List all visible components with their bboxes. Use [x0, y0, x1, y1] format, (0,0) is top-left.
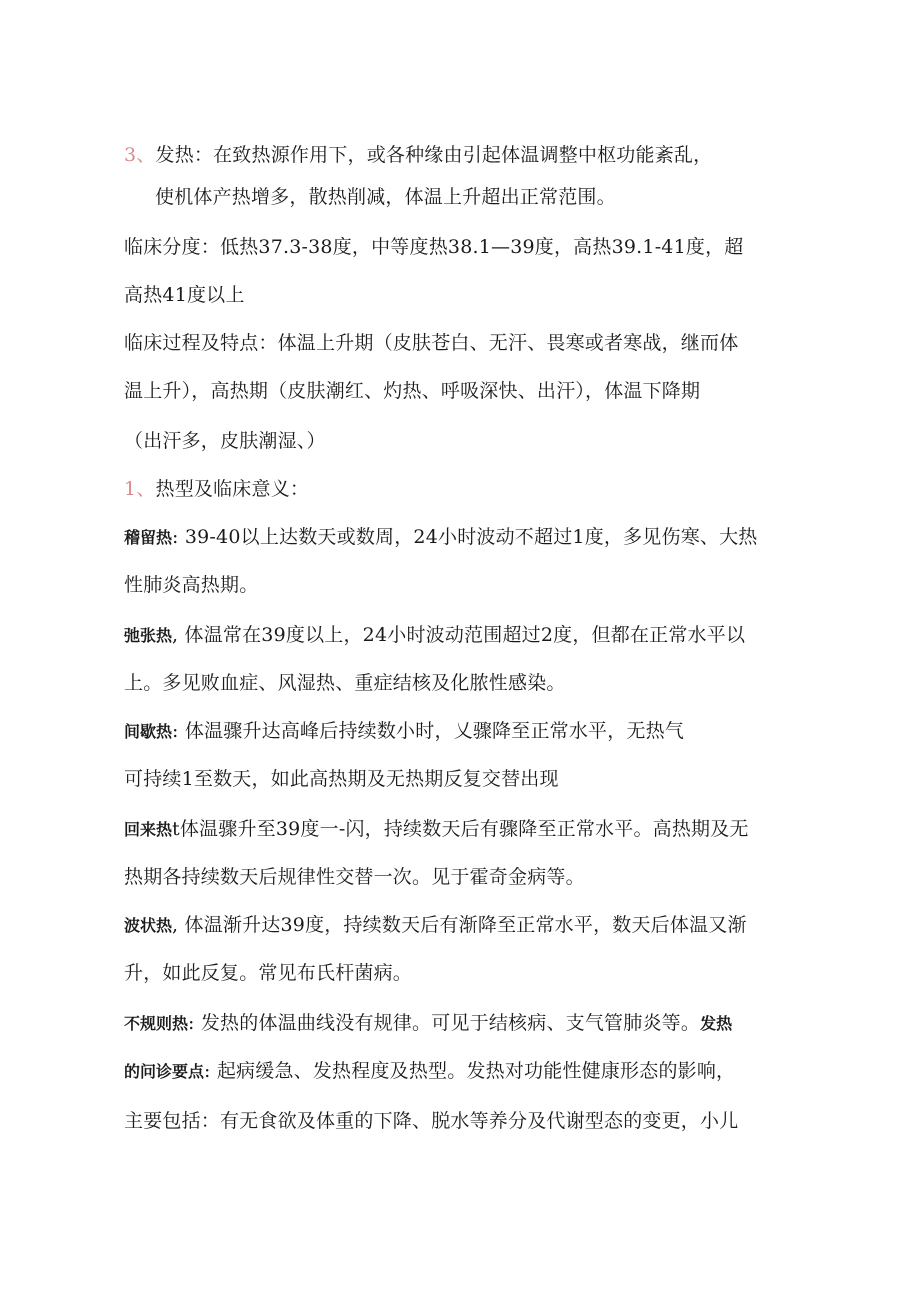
fever-type-remittent [124, 623, 804, 648]
line-text: 热期各持续数天后规律性交替一次。见于霍奇金病等。 [124, 866, 585, 888]
line-text: 热型及临床意义： [155, 478, 310, 500]
fever-type-relapsing [124, 817, 804, 842]
line-text: 温上升），高热期（皮肤潮红、灼热、呼吸深快、出汗），体温下降期 [124, 380, 701, 402]
line-text: : 发热的体温曲线没有规律。可见于结核病、支气管肺炎等。 [188, 1012, 701, 1034]
line-text: : 起病缓急、发热程度及热型。发热对功能性健康形态的影响， [204, 1060, 736, 1082]
line-text: 可持续1至数天，如此高热期及无热期反复交替出现 [124, 768, 559, 790]
paragraph-line [124, 767, 804, 791]
line-text: 临床过程及特点：体温上升期（皮肤苍白、无汗、畏寒或者寒战，继而体 [124, 332, 739, 354]
line-text: , 体温常在39度以上，24小时波动范围超过2度，但都在正常水平以 [172, 624, 746, 646]
section-number: 3、 [124, 144, 156, 166]
line-text: 性肺炎高热期。 [124, 574, 259, 596]
paragraph-line [124, 865, 804, 889]
fever-type-intermittent [124, 719, 804, 744]
line-text: 上。多见败血症、风湿热、重症结核及化脓性感染。 [124, 672, 566, 694]
paragraph-line [124, 573, 804, 597]
line-text: , 体温渐升达39度，持续数天后有渐降至正常水平，数天后体温又渐 [172, 914, 747, 936]
section-number: 1、 [124, 478, 156, 500]
term-label: 间歇热 [124, 722, 173, 741]
term-label: 发热 [700, 1014, 733, 1033]
paragraph-line [124, 671, 804, 695]
paragraph-line [124, 1109, 804, 1133]
term-label: 波状热 [124, 916, 173, 935]
line-text: （出汗多，皮肤潮湿、） [124, 430, 326, 452]
paragraph-line [124, 379, 804, 403]
section-1-heading [124, 477, 804, 501]
paragraph-line [124, 429, 804, 453]
term-label: 回来热 [124, 820, 173, 839]
line-text: 发热：在致热源作用下，或各种缘由引起体温调整中枢功能紊乱， [155, 144, 713, 166]
line-text: 使机体产热增多，散热削减，体温上升超出正常范围。 [155, 186, 616, 208]
paragraph-line [155, 185, 835, 209]
term-label: 弛张热 [124, 626, 173, 645]
line-text: 临床分度：低热37.3-38度，中等度热38.1—39度，高热39.1-41度，超 [124, 236, 744, 258]
term-label: 不规则热 [124, 1014, 189, 1033]
line-text: : 39-40以上达数天或数周，24小时波动不超过1度，多见伤寒、大热 [172, 526, 758, 548]
line-text: t体温骤升至39度一-闪，持续数天后有骤降至正常水平。高热期及无 [172, 818, 749, 840]
term-label: 稽留热 [124, 528, 173, 547]
paragraph-line [124, 961, 804, 985]
fever-type-undulant [124, 913, 804, 938]
fever-type-sustained [124, 525, 804, 550]
fever-type-irregular [124, 1011, 804, 1036]
term-label: 的问诊要点 [124, 1062, 205, 1081]
line-text: 主要包括：有无食欲及体重的下降、脱水等养分及代谢型态的变更，小儿 [124, 1110, 739, 1132]
line-text: 高热41度以上 [124, 284, 245, 306]
line-text: 升，如此反复。常见布氏杆菌病。 [124, 962, 413, 984]
section-3-heading [124, 143, 804, 167]
inquiry-points-line [124, 1059, 804, 1084]
line-text: : 体温骤升达高峰后持续数小时，乂骤降至正常水平，无热气 [172, 720, 685, 742]
paragraph-line [124, 283, 804, 307]
paragraph-line [124, 235, 804, 259]
paragraph-line [124, 331, 804, 355]
